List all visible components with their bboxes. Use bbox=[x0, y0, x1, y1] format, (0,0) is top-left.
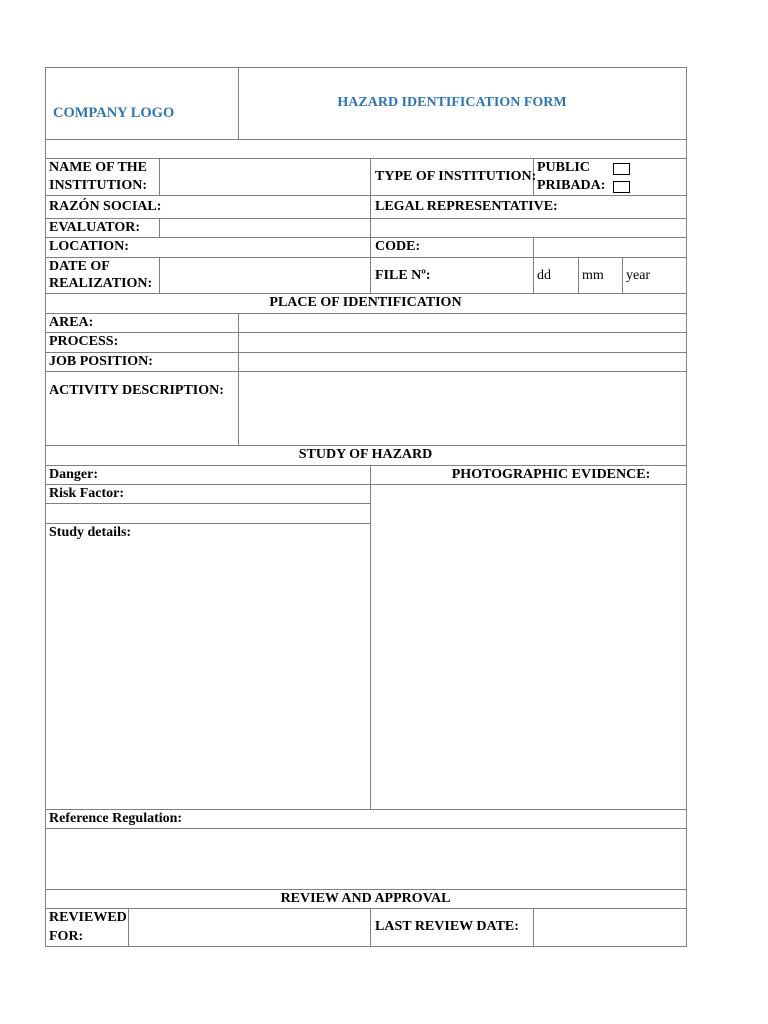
divider bbox=[159, 158, 160, 195]
form-title: HAZARD IDENTIFICATION FORM bbox=[337, 95, 567, 110]
divider bbox=[45, 371, 686, 372]
divider bbox=[533, 237, 534, 293]
label-area: AREA: bbox=[49, 315, 94, 330]
divider bbox=[533, 908, 534, 946]
label-code: CODE: bbox=[375, 239, 421, 254]
border-left bbox=[45, 67, 46, 947]
border-right bbox=[686, 67, 687, 947]
label-risk-factor: Risk Factor: bbox=[49, 486, 125, 501]
divider bbox=[45, 195, 686, 196]
label-legal-representative: LEGAL REPRESENTATIVE: bbox=[375, 199, 558, 214]
label-date-2: REALIZATION: bbox=[49, 276, 153, 291]
label-name-institution-1: NAME OF THE bbox=[49, 160, 148, 175]
divider bbox=[622, 257, 623, 293]
divider bbox=[370, 465, 371, 809]
label-reference-regulation: Reference Regulation: bbox=[49, 811, 183, 826]
divider bbox=[45, 237, 686, 238]
divider bbox=[159, 257, 160, 293]
label-type-institution: TYPE OF INSTITUTION: bbox=[375, 169, 537, 184]
label-photographic-evidence: PHOTOGRAPHIC EVIDENCE: bbox=[451, 467, 651, 482]
pribada-checkbox[interactable] bbox=[613, 181, 630, 193]
label-name-institution-2: INSTITUTION: bbox=[49, 178, 148, 193]
heading-review-approval: REVIEW AND APPROVAL bbox=[280, 891, 451, 906]
label-reviewed-2: FOR: bbox=[49, 929, 84, 944]
divider bbox=[45, 218, 686, 219]
label-year: year bbox=[626, 268, 651, 283]
divider bbox=[578, 257, 579, 293]
label-last-review-date: LAST REVIEW DATE: bbox=[375, 919, 519, 934]
label-pribada: PRIBADA: bbox=[537, 178, 606, 193]
divider bbox=[45, 313, 686, 314]
label-activity-description: ACTIVITY DESCRIPTION: bbox=[49, 383, 224, 398]
label-reviewed-1: REVIEWED bbox=[49, 910, 127, 925]
label-danger: Danger: bbox=[49, 467, 98, 482]
divider bbox=[45, 908, 686, 909]
label-job-position: JOB POSITION: bbox=[49, 354, 153, 369]
label-public: PUBLIC bbox=[537, 160, 590, 175]
heading-study-hazard: STUDY OF HAZARD bbox=[298, 447, 433, 462]
company-logo: COMPANY LOGO bbox=[53, 105, 175, 121]
divider bbox=[45, 139, 686, 140]
label-process: PROCESS: bbox=[49, 334, 119, 349]
divider bbox=[45, 828, 686, 829]
label-date-1: DATE OF bbox=[49, 259, 110, 274]
divider bbox=[45, 484, 686, 485]
border-top bbox=[45, 67, 686, 68]
label-dd: dd bbox=[537, 268, 551, 283]
divider bbox=[45, 257, 686, 258]
divider bbox=[128, 908, 129, 946]
label-razon-social: RAZÓN SOCIAL: bbox=[49, 199, 162, 214]
divider bbox=[45, 503, 370, 504]
divider bbox=[370, 908, 371, 946]
label-file-no: FILE Nº: bbox=[375, 268, 431, 283]
border-bottom bbox=[45, 946, 686, 947]
divider bbox=[45, 332, 686, 333]
heading-place-identification: PLACE OF IDENTIFICATION bbox=[269, 295, 462, 310]
divider bbox=[159, 218, 160, 237]
public-checkbox[interactable] bbox=[613, 163, 630, 175]
label-mm: mm bbox=[582, 268, 604, 283]
label-evaluator: EVALUATOR: bbox=[49, 220, 141, 235]
divider bbox=[370, 158, 371, 293]
label-study-details: Study details: bbox=[49, 525, 132, 540]
divider bbox=[238, 313, 239, 445]
label-location: LOCATION: bbox=[49, 239, 129, 254]
